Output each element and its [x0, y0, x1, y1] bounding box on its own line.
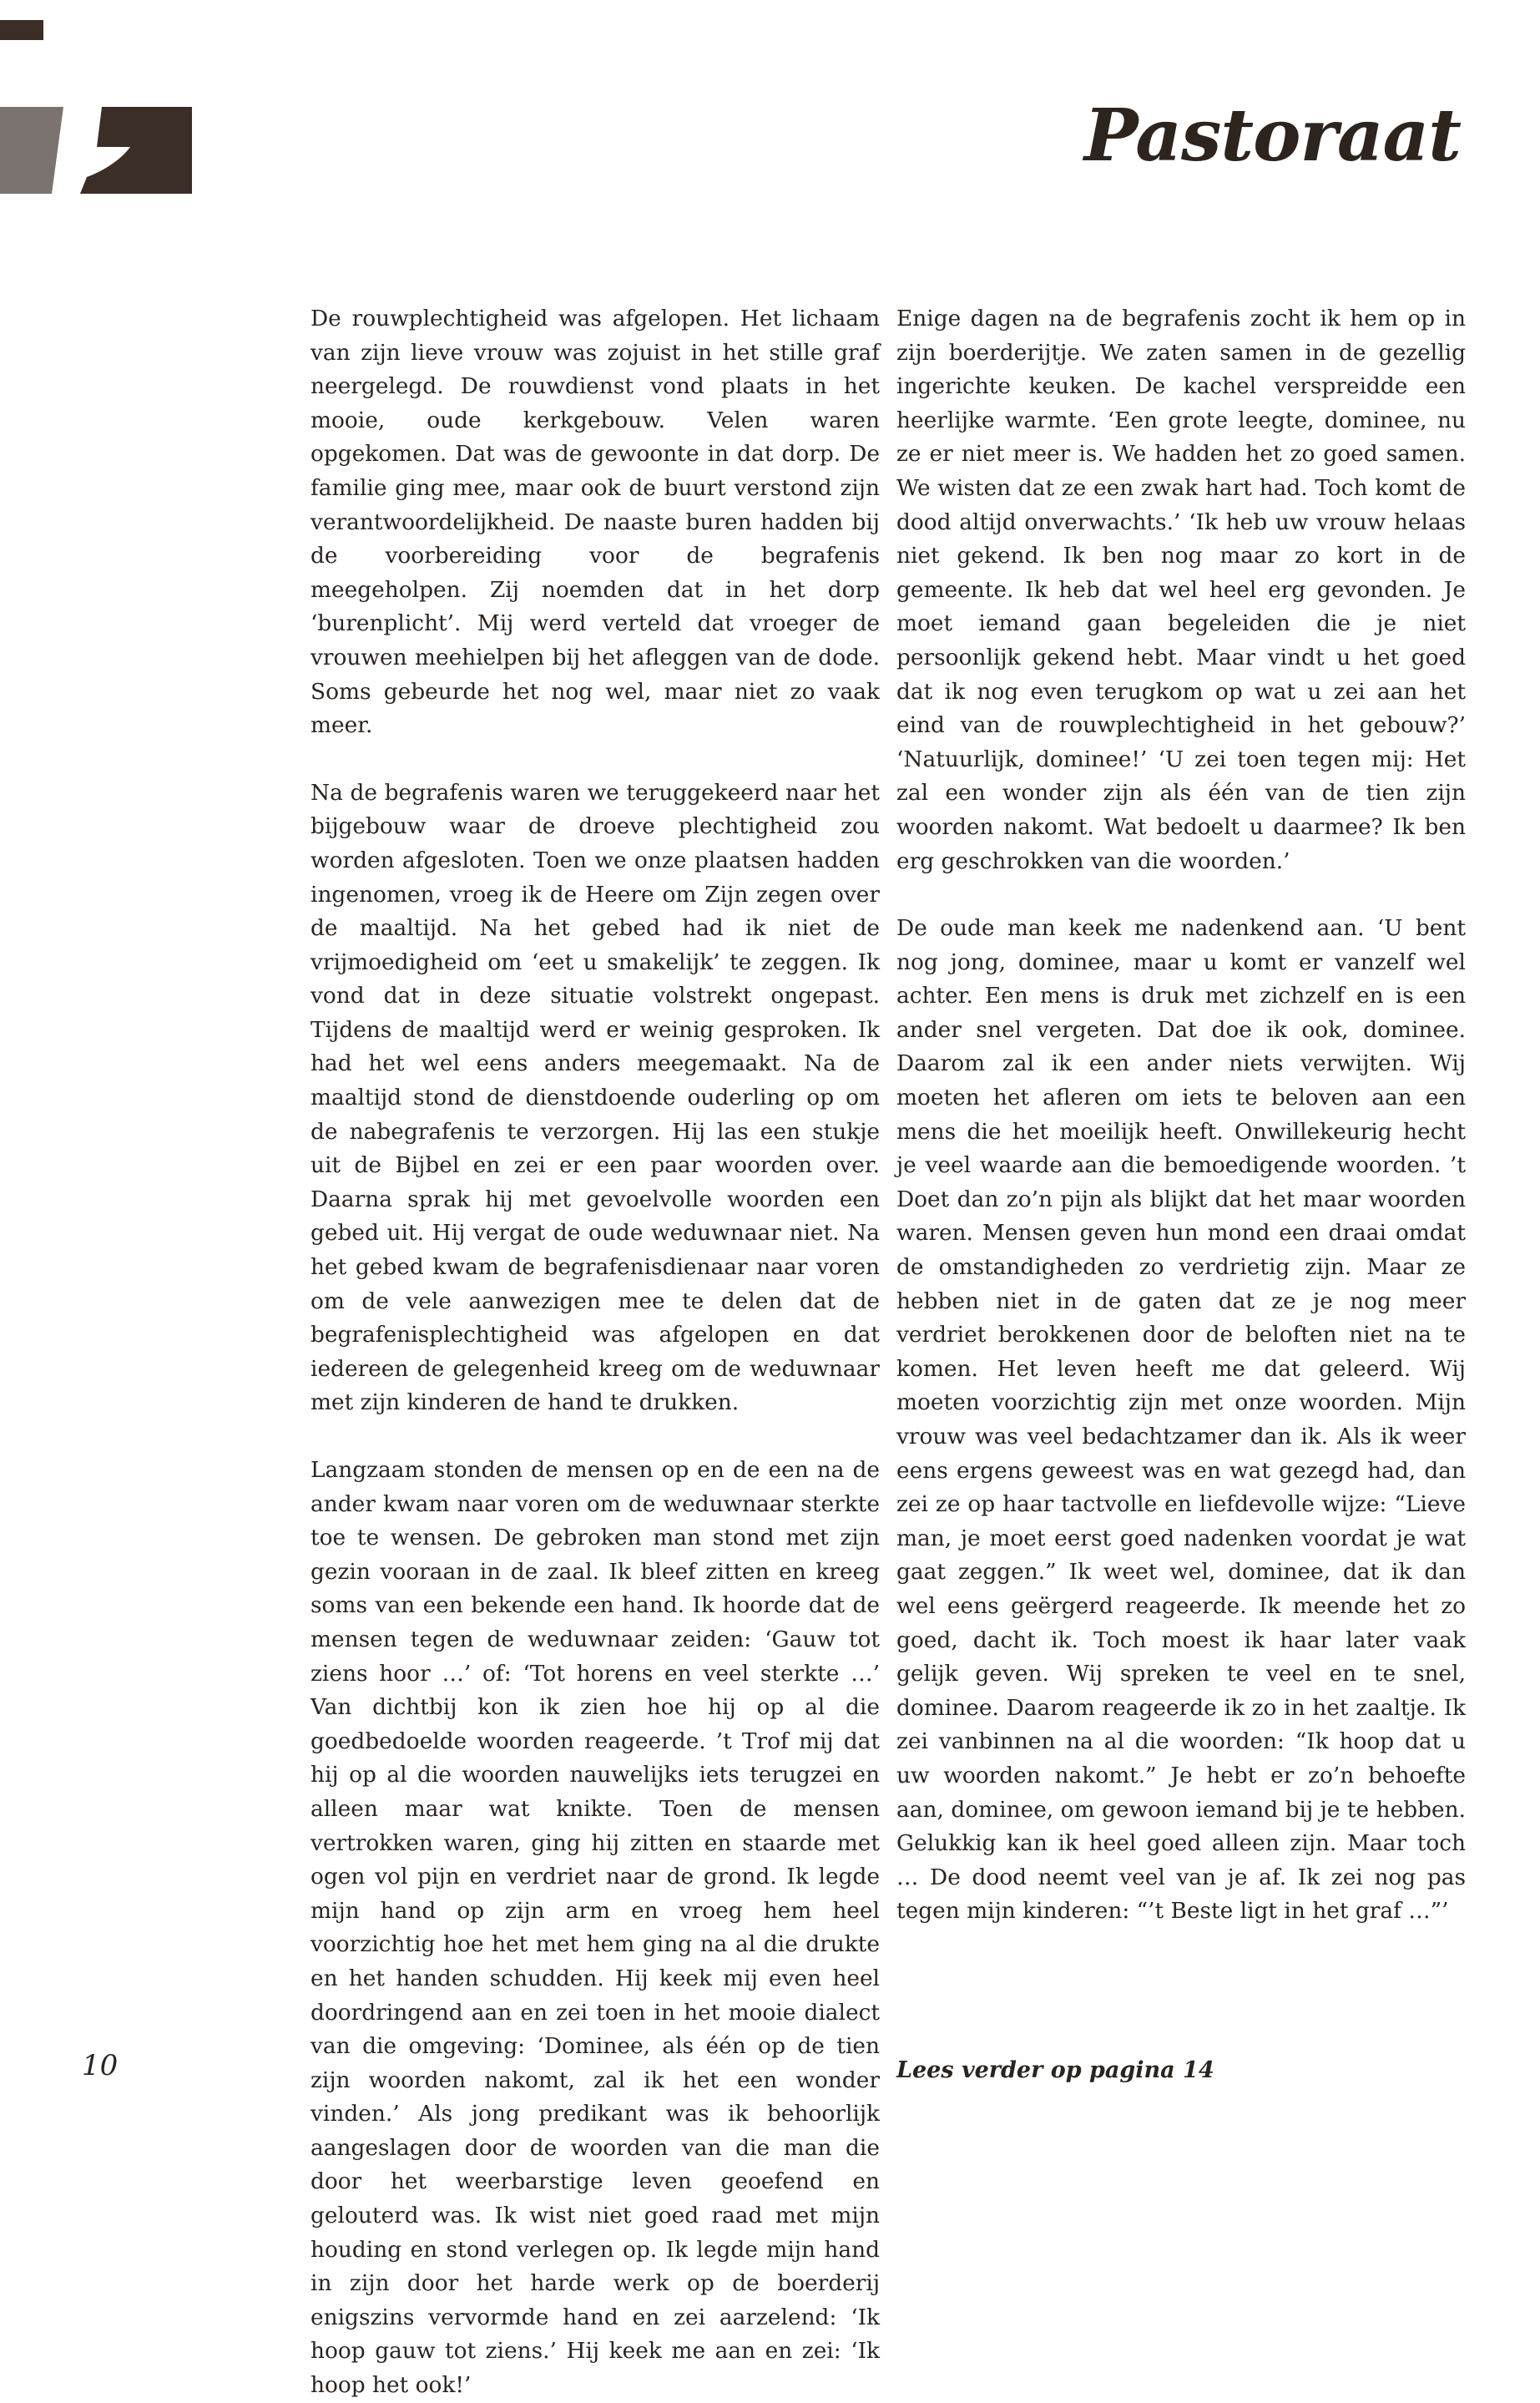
article-paragraph-5: De oude man keek me nadenkend aan. ‘U bent nog jong, dominee, maar u komt er vanzelf wel achter. Een mens is druk met zichzelf en is een ander snel vergeten. Dat doe ik ook, dominee. Daarom zal ik een ander niets verwijten. Wij moeten het afleren om iets te beloven aan een mens die het moeilijk heeft. Onwillekeurig hecht je veel waarde aan die bemoedigende woorden. ’t Doet dan zo’n pijn als blijkt dat het maar woorden waren. Mensen geven hun mond een draai omdat de omstandigheden zo verdrietig zijn. Maar ze hebben niet in de gaten dat ze je nog meer verdriet berokkenen door de beloften niet na te komen. Het leven heeft me dat geleerd. Wij moeten voorzichtig zijn met onze woorden. Mijn vrouw was veel bedachtzamer dan ik. Als ik weer eens ergens geweest was en wat gezegd had, dan zei ze op haar tactvolle en liefdevolle wijze: “Lieve man, je moet eerst goed nadenken voordat je wat gaat zeggen.” Ik weet wel, dominee, dat ik dan wel eens geërgerd reageerde. Ik meende het zo goed, dacht ik. Toch moest ik haar later vaak gelijk geven. Wij spreken te veel en te snel, dominee. Daarom reageerde ik zo in het zaaltje. Ik zei vanbinnen na al die woorden: “Ik hoop dat u uw woorden nakomt.” Je hebt er zo’n behoefte aan, dominee, om gewoon iemand bij je te hebben. Gelukkig kan ik heel goed alleen zijn. Maar toch … De dood neemt veel van je af. Ik zei nog pas tegen mijn kinderen: “’t Beste ligt in het graf …”’ [896, 915, 1466, 1925]
logo-grey-block [0, 107, 63, 194]
logo-dark-quote [80, 107, 192, 194]
logo-top-bar [0, 20, 43, 40]
continue-note: Lees verder op pagina 14 [896, 2057, 1214, 2083]
article-column-right [896, 302, 1466, 1929]
article-column-left [311, 302, 880, 2403]
section-title: Pastoraat [1083, 94, 1461, 178]
article-paragraph-2: Na de begrafenis waren we teruggekeerd naar het bijgebouw waar de droeve plechtigheid zou worden afgesloten. Toen we onze plaatsen hadden ingenomen, vroeg ik de Heere om Zijn zegen over de maaltijd. Na het gebed had ik niet de vrijmoedigheid om ‘eet u smakelijk’ te zeggen. Ik vond dat in deze situatie volstrekt ongepast. Tijdens de maaltijd werd er weinig gesproken. Ik had het wel eens anders meegemaakt. Na de maaltijd stond de dienstdoende ouderling op om de nabegrafenis te verzorgen. Hij las een stukje uit de Bijbel en zei er een paar woorden over. Daarna sprak hij met gevoelvolle woorden een gebed uit. Hij vergat de oude weduwnaar niet. Na het gebed kwam de begrafenisdienaar naar voren om de vele aanwezigen mee te delen dat de begrafenisplechtigheid was afgelopen en dat iedereen de gelegenheid kreeg om de weduwnaar met zijn kinderen de hand te drukken. [311, 779, 880, 1416]
pastoraat-quote-logo-icon [0, 0, 200, 200]
page-number: 10 [82, 2049, 119, 2082]
article-paragraph-3: Langzaam stonden de mensen op en de een na de ander kwam naar voren om de weduwnaar sterkte toe te wensen. De gebroken man stond met zijn gezin vooraan in de zaal. Ik bleef zitten en kreeg soms van een bekende een hand. Ik hoorde dat de mensen tegen de weduwnaar zeiden: ‘Gauw tot ziens hoor …’ of: ‘Tot horens en veel sterkte …’ Van dichtbij kon ik zien hoe hij op al die goedbedoelde woorden reageerde. ’t Trof mij dat hij op al die woorden nauwelijks iets terugzei en alleen maar wat knikte. Toen de mensen vertrokken waren, ging hij zitten en staarde met ogen vol pijn en verdriet naar de grond. Ik legde mijn hand op zijn arm en vroeg hem heel voorzichtig hoe het met hem ging na al die drukte en het handen schudden. Hij keek mij even heel doordringend aan en zei toen in het mooie dialect van die omgeving: ‘Dominee, als één op de tien zijn woorden nakomt, zal ik het een wonder vinden.’ Als jong predikant was ik behoorlijk aangeslagen door de woorden van die man die door het weerbarstige leven geoefend en gelouterd was. Ik wist niet goed raad met mijn houding en stond verlegen op. Ik legde mijn hand in zijn door het harde werk op de boerderij enigszins vervormde hand en zei aarzelend: ‘Ik hoop gauw tot ziens.’ Hij keek me aan en zei: ‘Ik hoop het ook!’ [311, 1457, 880, 2399]
article-paragraph-4: Enige dagen na de begrafenis zocht ik hem op in zijn boerderijtje. We zaten samen in de gezellig ingerichte keuken. De kachel verspreidde een heerlijke warmte. ‘Een grote leegte, dominee, nu ze er niet meer is. We hadden het zo goed samen. We wisten dat ze een zwak hart had. Toch komt de dood altijd onverwachts.’ ‘Ik heb uw vrouw helaas niet gekend. Ik ben nog maar zo kort in de gemeente. Ik heb dat wel heel erg gevonden. Je moet iemand gaan begeleiden die je niet persoonlijk gekend hebt. Maar vindt u het goed dat ik nog even terugkom op wat u zei aan het eind van de rouwplechtigheid in het gebouw?’ ‘Natuurlijk, dominee!’ ‘U zei toen tegen mij: Het zal een wonder zijn als één van de tien zijn woorden nakomt. Wat bedoelt u daarmee? Ik ben erg geschrokken van die woorden.’ [896, 306, 1466, 874]
article-paragraph-1: De rouwplechtigheid was afgelopen. Het lichaam van zijn lieve vrouw was zojuist in het stille graf neergelegd. De rouwdienst vond plaats in het mooie, oude kerkgebouw. Velen waren opgekomen. Dat was de gewoonte in dat dorp. De familie ging mee, maar ook de buurt verstond zijn verantwoordelijkheid. De naaste buren hadden bij de voorbereiding voor de begrafenis meegeholpen. Zij noemden dat in het dorp ‘burenplicht’. Mij werd verteld dat vroeger de vrouwen meehielpen bij het afleggen van de dode. Soms gebeurde het nog wel, maar niet zo vaak meer. [311, 306, 880, 739]
